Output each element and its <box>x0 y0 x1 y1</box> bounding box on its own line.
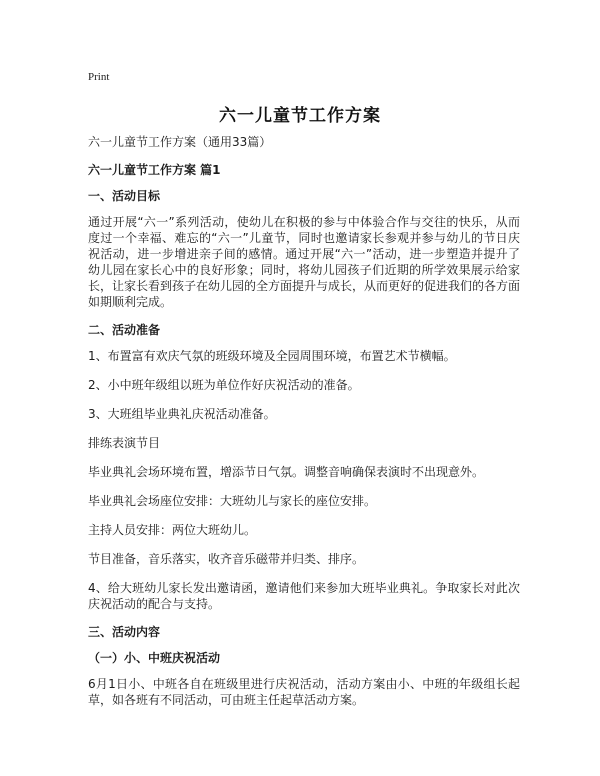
preparation-item: 排练表演节目 <box>88 436 161 450</box>
subtitle: 六一儿童节工作方案（通用33篇） <box>88 135 272 149</box>
preparation-item: 毕业典礼会场座位安排：大班幼儿与家长的座位安排。 <box>88 494 377 508</box>
preparation-item: 4、给大班幼儿家长发出邀请函，邀请他们来参加大班毕业典礼。争取家长对此次庆祝活动的配合与支持。 <box>88 581 520 611</box>
content-paragraph: 6月1日小、中班各自在班级里进行庆祝活动，活动方案由小、中班的年级组长起草，如各班有不同活动，可由班主任起草活动方案。 <box>88 677 520 707</box>
preparation-item: 毕业典礼会场环境布置，增添节日气氛。调整音响确保表演时不出现意外。 <box>88 465 485 479</box>
print-label[interactable]: Print <box>88 71 110 83</box>
preparation-item: 1、布置富有欢庆气氛的班级环境及全园周围环境，布置艺术节横幅。 <box>88 349 456 363</box>
preparation-item: 主持人员安排：两位大班幼儿。 <box>88 523 257 537</box>
section-heading-goal: 一、活动目标 <box>88 189 161 203</box>
document-body <box>88 134 520 720</box>
preparation-item: 2、小中班年级组以班为单位作好庆祝活动的准备。 <box>88 378 360 392</box>
goal-paragraph: 通过开展“六一”系列活动，使幼儿在积极的参与中体验合作与交往的快乐，从而度过一个幸福、难忘的“六一”儿童节，同时也邀请家长参观并参与幼儿的节日庆祝活动，进一步增进亲子间的感情。通过开展“六一”活动，进一步塑造并提升了幼儿园在家长心中的良好形象；同时，将幼儿园孩子们近期的所学效果展示给家长，让家长看到孩子在幼儿园的全方面提升与成长，从而更好的促进我们的各方面如期顺利完成。 <box>88 215 521 309</box>
content-subheading: （一）小、中班庆祝活动 <box>88 651 221 665</box>
section-heading-content: 三、活动内容 <box>88 625 161 639</box>
preparation-item: 3、大班组毕业典礼庆祝活动准备。 <box>88 407 276 421</box>
section-heading-preparation: 二、活动准备 <box>88 323 161 337</box>
preparation-item: 节目准备，音乐落实，收齐音乐磁带并归类、排序。 <box>88 552 365 566</box>
article-heading: 六一儿童节工作方案 篇1 <box>88 163 221 177</box>
page-title: 六一儿童节工作方案 <box>219 106 381 126</box>
